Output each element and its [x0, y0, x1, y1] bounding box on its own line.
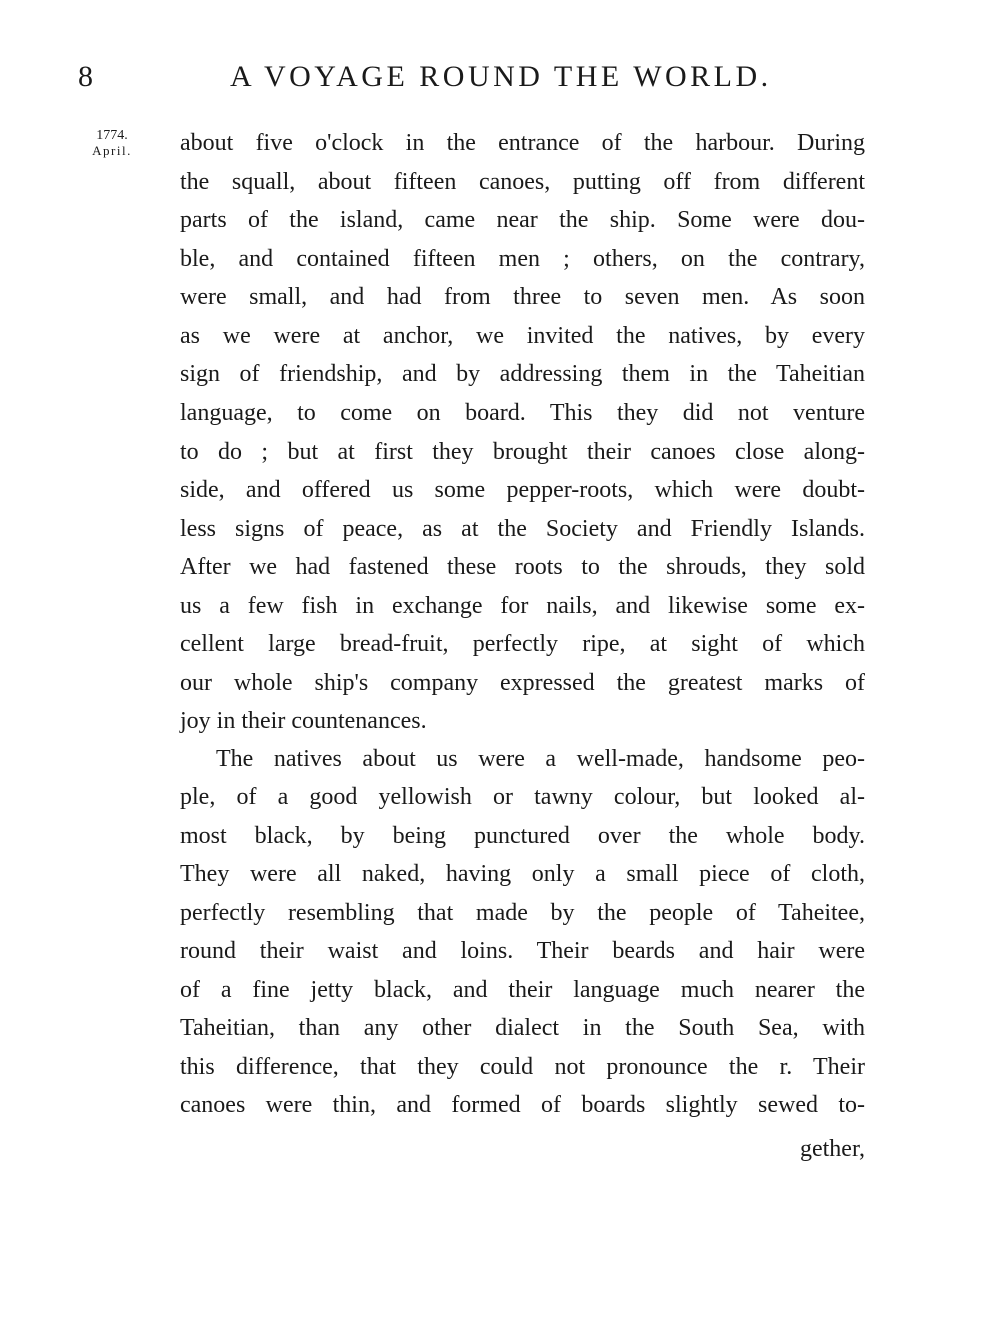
text-line: parts of the island, came near the ship. Some were dou- [180, 207, 865, 233]
text-line: about five o'clock in the entrance of the harbour. During [180, 130, 865, 156]
text-line: ble, and contained fifteen men ; others, on the contrary, [180, 246, 865, 272]
text-line: of a fine jetty black, and their language much nearer the [180, 977, 865, 1003]
text-line: round their waist and loins. Their beards and hair were [180, 938, 865, 964]
running-title: A VOYAGE ROUND THE WORLD. [230, 60, 772, 93]
text-line: cellent large bread-fruit, perfectly ripe, at sight of which [180, 631, 865, 657]
text-line: were small, and had from three to seven men. As soon [180, 284, 865, 310]
text-line: our whole ship's company expressed the greatest marks of [180, 670, 865, 696]
text-line: this difference, that they could not pronounce the r. Their [180, 1054, 865, 1080]
text-line: joy in their countenances. [180, 708, 427, 734]
text-line: less signs of peace, as at the Society and Friendly Islands. [180, 516, 865, 542]
text-line: Taheitian, than any other dialect in the South Sea, with [180, 1015, 865, 1041]
page-number: 8 [78, 60, 93, 93]
text-line: They were all naked, having only a small piece of cloth, [180, 861, 865, 887]
text-line: After we had fastened these roots to the shrouds, they sold [180, 554, 865, 580]
text-line: us a few fish in exchange for nails, and likewise some ex- [180, 593, 865, 619]
text-line: sign of friendship, and by addressing them in the Taheitian [180, 361, 865, 387]
text-line: The natives about us were a well-made, handsome peo- [216, 746, 865, 772]
text-line: side, and offered us some pepper-roots, which were doubt- [180, 477, 865, 503]
margin-note [70, 128, 154, 158]
text-line: the squall, about fifteen canoes, putting off from different [180, 169, 865, 195]
catchword: gether, [799, 1136, 865, 1162]
text-line: most black, by being punctured over the whole body. [180, 823, 865, 849]
margin-note-month: April. [92, 143, 132, 158]
text-line: canoes were thin, and formed of boards slightly sewed to- [180, 1092, 865, 1118]
text-line: as we were at anchor, we invited the natives, by every [180, 323, 865, 349]
text-line: language, to come on board. This they did not venture [180, 400, 865, 426]
text-line: to do ; but at first they brought their canoes close along- [180, 439, 865, 465]
text-line: ple, of a good yellowish or tawny colour, but looked al- [180, 784, 865, 810]
margin-note-year: 1774. [96, 128, 128, 143]
text-line: perfectly resembling that made by the people of Taheitee, [180, 900, 865, 926]
